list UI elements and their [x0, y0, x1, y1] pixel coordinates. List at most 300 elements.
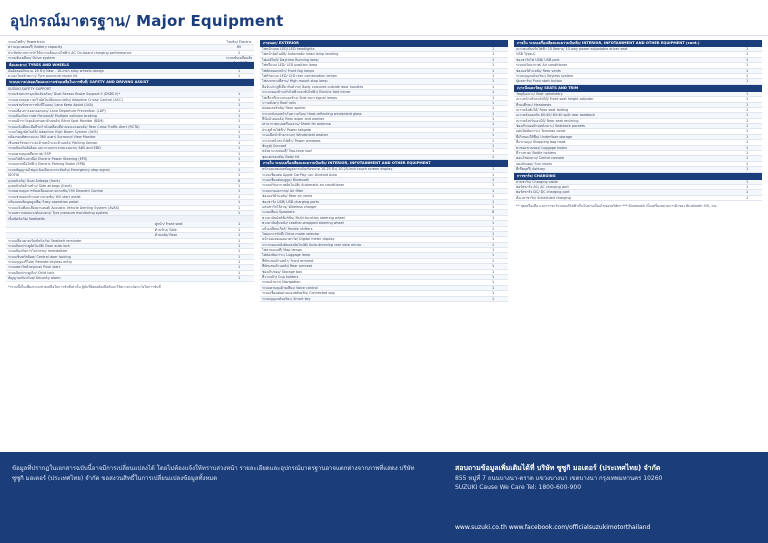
spec-value: 1	[492, 194, 495, 199]
spec-label: ระบบควบคุมความเร็วอัตโนมัติแบบแปรผัน/ Adaptive Cruise Control (ACC)	[8, 97, 123, 102]
spec-value: 1	[238, 260, 241, 265]
spec-sub	[663, 79, 732, 83]
spec-sub	[409, 47, 478, 51]
spec-sub	[409, 291, 478, 295]
spec-sub	[155, 51, 224, 55]
spec-sub	[663, 180, 732, 184]
spec-sub	[663, 146, 732, 150]
spec-sub	[663, 119, 732, 123]
spec-sub	[409, 221, 478, 225]
spec-label: แผ่นปิดสัมภาระ/ Tonneau cover	[516, 129, 566, 134]
spec-value: 1	[238, 124, 241, 129]
spec-value: 1	[492, 291, 495, 296]
spec-sub	[409, 117, 478, 121]
spec-label: เบาะหลังแยกพับ 60:40/ 60:40 split rear seatback	[516, 113, 596, 118]
footer-disclaimer: ข้อมูลที่ปรากฏในเอกสารฉบับนี้อาจมีการเปลี่ยนแปลงได้ โดยไม่ต้องแจ้งให้ทราบล่วงหน้า รายละเอียดและอุปกรณ์มาตรฐานอาจแตกต่างจากภาพที่แสดง บริษัท ซูซูกิ มอเตอร์ (ประเทศไทย) จำกัด ขอสงวนสิทธิ์ในการเปลี่ยนแปลงข้อมูลทั้งหมด	[12, 465, 415, 482]
spec-sub	[409, 183, 478, 187]
footer	[0, 452, 768, 543]
spec-value: 1	[238, 243, 241, 248]
spec-label: พอร์ตชาร์จ AC/ AC charging port	[516, 184, 569, 189]
spec-sub	[663, 92, 732, 96]
footnote: *ระบบนี้เป็นเพียงระบบช่วยเหลือในการขับขี่เท่านั้น ผู้ขับขี่ยังคงต้องมีสติและใช้ความระมัดระวังในการขับขี่	[8, 284, 161, 289]
spec-sub	[663, 58, 732, 62]
spec-value: 1	[238, 210, 241, 215]
spec-value: 1	[238, 233, 241, 238]
spec-label: ถุงลมนิรภัย/ Dual Airbags (front)	[8, 178, 61, 183]
spec-value: 1	[238, 167, 241, 172]
spec-sub	[663, 190, 732, 194]
page-title: อุปกรณ์มาตรฐาน/ Major Equipment	[10, 12, 284, 30]
spec-label: สปอยเลอร์หลัง/ Rear spoiler	[262, 106, 306, 111]
spec-sub	[155, 173, 224, 177]
spec-sub	[663, 167, 732, 171]
spec-sub	[409, 205, 478, 209]
spec-label: ระบบแจ้งเตือนเมื่อมีรถกำลังเคลื่อนที่ผ่านขณะถอยหลัง/ Rear Cross Traffic Alert (RCTA)	[8, 124, 140, 129]
spec-sub	[663, 135, 732, 139]
spec-sub	[155, 109, 224, 113]
spec-label: ระบบกุญแจอัจฉริยะ/ Keyless system	[516, 73, 574, 78]
spec-value: 1	[492, 296, 495, 301]
spec-value: 1	[492, 90, 495, 95]
section-header: ภายใน ระบบเครื่องเสียงและความบันเทิง/ INTERIOR, INFOTAINMENT AND OTHER EQUIPMENT (cont.)	[514, 40, 762, 47]
spec-sub	[663, 63, 732, 67]
spec-label: ไฟท้ายแบบ LED/ LED rear combination lamps	[262, 73, 337, 78]
spec-label: ระบบนำทาง/ Navigation	[262, 280, 301, 285]
spec-sub	[409, 178, 478, 182]
spec-label: ระบบเบรกมือไฟฟ้า/ Electric Parking Brake (EPB)	[8, 162, 86, 167]
spec-label: ระบบช่วยเบรกฉุกเฉินอัจฉริยะ/ Dual Sensor Brake Support II (DSBS II)*	[8, 92, 121, 97]
spec-label: ราวหลังคา/ Roof rails	[262, 100, 296, 105]
spec-label	[6, 222, 155, 226]
spec-sub: คู่หน้า/ Front seat	[154, 222, 183, 227]
spec-sub	[155, 114, 224, 118]
spec-value: 1	[238, 119, 241, 124]
spec-label: ตะขอแขวนของ/ Luggage hooks	[516, 145, 568, 150]
group-label: SUZUKI SAFETY SUPPORT	[6, 86, 254, 92]
spec-value: 1	[746, 179, 749, 184]
spec-sub	[409, 253, 478, 257]
spec-sub	[155, 244, 224, 248]
spec-value: 1	[492, 106, 495, 111]
spec-value: 1	[746, 151, 749, 156]
spec-label	[6, 233, 155, 237]
spec-label: ระบบไฟฟ้าเบรกมือ/ Electric Power Steering (EPS)	[8, 157, 88, 162]
spec-value: 1	[746, 107, 749, 112]
spec-label: ระบบช่วยรักษาการขับขี่ในเลน/ Lane Keep Assist (LKA)	[8, 103, 94, 108]
spec-sub	[155, 130, 224, 134]
spec-value: 1	[492, 52, 495, 57]
spec-sub	[409, 167, 478, 171]
spec-label: ระบบควบคุมเสถียรภาพ/ ESP	[8, 151, 51, 156]
spec-label: ถุงลมนิรภัยด้านข้าง/ Side airbags (front)	[8, 183, 72, 188]
spec-label: ระบบป้องกันล้อล็อค และระบบกระจายแรงเบรก/ ABS and EBD	[8, 146, 101, 151]
spec-value: 1	[492, 248, 495, 253]
column-3	[514, 40, 762, 448]
spec-label: ที่พักแขนด้านหน้า/ Front armrest	[262, 258, 314, 263]
spec-label: ที่พักแขนด้านหลัง/ Rear armrest	[262, 264, 313, 269]
spec-sub	[409, 248, 478, 252]
spec-sub	[155, 40, 224, 44]
spec-value: ไฮบริด/ Electric	[226, 40, 252, 44]
footer-contact	[455, 464, 755, 493]
spec-sub	[155, 255, 224, 259]
spec-label: ระบบเตือนคาดเข็มขัดนิรภัย/ Seatbelt reminder	[8, 238, 82, 243]
section-header: ระบบความปลอดภัยและความช่วยเหลือในการขับขี่/ SAFETY AND DRIVING ASSIST	[6, 79, 254, 86]
spec-label: เบาะคนขับปรับไฟฟ้า 10 ทิศทาง/ 10-way power adjustable driver seat	[516, 47, 628, 51]
spec-value: 1	[492, 79, 495, 84]
spec-label: ISOFIX	[8, 173, 20, 178]
spec-sub	[663, 103, 732, 107]
spec-value: 1	[492, 264, 495, 269]
spec-sub	[409, 106, 478, 110]
spec-sub	[155, 276, 224, 280]
spec-value: 1	[746, 167, 749, 172]
spec-sub	[409, 259, 478, 263]
spec-sub	[409, 122, 478, 126]
spec-value: 1	[238, 162, 241, 167]
spec-value: 1	[492, 149, 495, 154]
spec-sub	[409, 264, 478, 268]
spec-label: หน้าจอแสดงผลมาตรวัด/ Digital meter display	[262, 237, 335, 242]
spec-value: 1	[492, 172, 495, 177]
spec-value: 1	[238, 103, 241, 108]
spec-sub	[663, 162, 732, 166]
section-header: ภายใน ระบบเครื่องเสียงและความบันเทิง/ INTERIOR, INFOTAINMENT AND OTHER EQUIPMENT	[260, 160, 508, 167]
spec-value: 1	[746, 91, 749, 96]
spec-sub	[155, 195, 224, 199]
spec-value: 1	[492, 100, 495, 105]
spec-sub	[663, 74, 732, 78]
title-bar	[0, 0, 768, 36]
spec-sub	[409, 286, 478, 290]
spec-label: ไฟเบรกดวงที่สาม/ High mount stop lamp	[262, 79, 328, 84]
section-header: ล้อและยาง/ TYRES AND WHEELS	[6, 62, 254, 69]
spec-sub	[409, 96, 478, 100]
spec-sub	[155, 119, 224, 123]
spec-sub	[409, 216, 478, 220]
spec-label: กระจกหน้าต่างไฟฟ้า/ Power windows	[262, 138, 321, 143]
spec-value: 1	[238, 200, 241, 205]
spec-sub	[409, 58, 478, 62]
spec-sub	[155, 103, 224, 107]
spec-value: 1	[746, 124, 749, 129]
spec-sub	[409, 69, 478, 73]
spec-value: 1	[492, 95, 495, 100]
spec-label: เบาะหน้าปรับระดับได้/ Front seat height adjuster	[516, 97, 594, 102]
spec-sub	[409, 79, 478, 83]
spec-value: 1	[238, 205, 241, 210]
spec-value: 1	[746, 184, 749, 189]
spec-label: USB Type-C	[516, 52, 536, 57]
spec-value: 1	[492, 154, 495, 159]
spec-label: ระบบล็อกประตูเด็ก/ Child lock	[8, 270, 55, 275]
spec-label: ระบบป้องกันการสตาร์ทรถยนต์/ Multiple collision braking	[8, 113, 97, 118]
spec-label: ระบบฉีดน้ำล้างกระจก/ Windshield washer	[262, 133, 329, 138]
spec-sub	[155, 141, 224, 145]
spec-label	[6, 228, 155, 232]
spec-value: 1	[238, 135, 241, 140]
spec-label: ไฟเลี้ยวที่กระจกมองข้าง/ Side turn signal lamps	[262, 95, 338, 100]
spec-label: ระบบควบคุมด้วยเสียง/ Voice control	[262, 285, 318, 290]
spec-label: คอนโซลกลาง/ Centre console	[516, 156, 565, 161]
spec-value: 1	[238, 189, 241, 194]
spec-value: 1	[492, 84, 495, 89]
spec-value: 1	[492, 133, 495, 138]
spec-value: 1	[492, 226, 495, 231]
spec-label: ที่วางขวด/ Bottle holders	[516, 151, 557, 156]
spec-value: 1	[746, 190, 749, 195]
spec-sub	[663, 69, 732, 73]
spec-sub: ด้านหลัง/ Rear	[154, 233, 178, 238]
spec-label: ระบบเชื่อมต่อผ่านแอปพลิเคชัน/ Connected app	[262, 291, 335, 296]
section-header: เบาะนั่งและวัสดุ/ SEATS AND TRIM	[514, 85, 762, 92]
spec-value: 1	[238, 265, 241, 270]
spec-label: กระจกมองหลังตัดแสงอัตโนมัติ/ Auto-dimming rear view mirror	[262, 242, 362, 247]
spec-sub	[663, 124, 732, 128]
spec-value: 1	[746, 52, 749, 57]
spec-label: มือจับประตูสีเดียวกับตัวรถ/ Body coloured outside door handles	[262, 84, 364, 89]
spec-sub	[409, 200, 478, 204]
spec-value: 1	[238, 130, 241, 135]
spec-label: ระบบกุญแจรีโมท/ Remote keyless entry	[8, 260, 73, 265]
spec-value: 1	[492, 258, 495, 263]
spec-sub	[155, 265, 224, 269]
spec-sub	[155, 200, 224, 204]
spec-label: แผงบังแดด/ Sun visors	[516, 161, 552, 166]
spec-value: 1	[238, 173, 241, 178]
spec-label: ความจุแบตเตอรี่/ Battery capacity	[8, 45, 63, 50]
spec-label: ระบบไฟสูงอัตโนมัติ/ Adaptive High Beam System (AHS)	[8, 130, 99, 135]
spec-value: 1	[746, 134, 749, 139]
spec-label: ระบบกุญแจอัจฉริยะ/ Smart key	[262, 296, 311, 301]
spec-sub	[409, 63, 478, 67]
spec-value: 1	[492, 221, 495, 226]
footer-web[interactable]: www.suzuki.co.th www.facebook.com/officialsuzukimotorthailand	[455, 524, 651, 531]
spec-value: 1	[492, 183, 495, 188]
spec-label: ช่องชาร์จไฟ USB/ USB port	[516, 57, 560, 62]
spec-label: กล้องแบบติดมุมสูงเพื่อ/ Easy operation pedal	[8, 200, 79, 205]
spec-label: ปุ่มสตาร์ท/ Push start button	[516, 79, 563, 84]
spec-label: แท่นชาร์จไร้สาย/ Wireless charger	[262, 204, 317, 209]
spec-value: 1	[492, 237, 495, 242]
spec-value: 1	[492, 269, 495, 274]
spec-value: 1	[238, 238, 241, 243]
spec-value: 1	[492, 111, 495, 116]
spec-label: โหมดการขับขี่/ Drive mode selector	[262, 231, 320, 236]
footnote: ** ชุดเครื่องมือ และการชาร์จรถยนต์ไฟฟ้าเป็นไปตามเงื่อนไขของบริษัทฯ *** Bluetooth เป็นเครื่องหมายการค้าของ Bluetooth SIG, Inc.	[516, 204, 718, 209]
spec-value: 1	[492, 57, 495, 62]
spec-sub	[409, 232, 478, 236]
spec-value: 1	[746, 161, 749, 166]
spec-label: ล้ออัลลอยด์ขนาด 16 นิ้ว/ New - 16-inch alloy wheels design	[8, 68, 104, 73]
spec-value: 1	[492, 231, 495, 236]
spec-label: ระบบตรวจสอบแรงดันลมยาง/ Tyre pressure monitoring system	[8, 210, 108, 215]
spec-value: 1	[238, 183, 241, 188]
spec-value: 1	[746, 73, 749, 78]
spec-label: ไฟหน้าอัตโนมัติ/ Automatic head lamp leveling	[262, 52, 339, 57]
footer-callcenter: SUZUKI Cause We Care Tel: 1800-600-900	[455, 484, 582, 491]
spec-columns	[6, 40, 762, 448]
spec-sub	[409, 52, 478, 56]
spec-label: ระบบปรับอากาศอัตโนมัติ/ Automatic air conditioner	[262, 183, 345, 188]
spec-label: ที่วางแก้ว/ Cup holders	[262, 275, 299, 280]
spec-value: 1	[238, 227, 241, 232]
spec-sub	[663, 47, 732, 51]
spec-label: ระบบปรับอากาศ/ Air conditioner	[516, 63, 568, 68]
spec-label: ไฟเดย์ไลท์/ Daytime Running lamp	[262, 57, 319, 62]
spec-value: 1	[492, 117, 495, 122]
spec-label: ระบบล็อกประตูอัตโนมัติ/ Door auto lock	[8, 243, 70, 248]
spec-sub	[155, 157, 224, 161]
spec-sub	[409, 210, 478, 214]
spec-label: สายชาร์จ/ Charging cable	[516, 179, 558, 184]
spec-sub	[155, 179, 224, 183]
spec-sub	[663, 156, 732, 160]
spec-sub	[155, 92, 224, 96]
spec-value: 1	[492, 167, 495, 172]
spec-value: 2	[238, 50, 241, 55]
spec-sub	[663, 196, 732, 200]
spec-value: 1	[238, 270, 241, 275]
spec-value: 1	[492, 280, 495, 285]
spec-value: 1	[492, 199, 495, 204]
spec-value: 1	[492, 68, 495, 73]
spec-value: 1	[746, 113, 749, 118]
spec-value: 1	[492, 285, 495, 290]
spec-label: ระบบเชื่อมต่อบลูทูธ/ Bluetooth	[262, 177, 310, 182]
spec-sub	[663, 113, 732, 117]
spec-sub	[155, 249, 224, 253]
spec-label: กล้องรอบทิศทางแบบ 360 องศา/ Surround View Monitor	[8, 135, 96, 140]
spec-label: ตั้งเวลาชาร์จ/ Scheduled charging	[516, 195, 571, 200]
spec-label: ชุดแต่งรอบคัน/ Body kit	[262, 154, 300, 159]
spec-label: ประสิทธิภาพการทำให้ความเย็นแบบไฟฟ้า/ AC On-board charging performance	[8, 50, 132, 55]
spec-sub	[409, 243, 478, 247]
spec-sub	[663, 52, 732, 56]
spec-label: ไฟอ่านแผนที่/ Map lamps	[262, 248, 302, 253]
spec-value: 1	[746, 57, 749, 62]
spec-sub	[409, 155, 478, 159]
spec-value: 1	[238, 222, 241, 227]
spec-value: 1	[746, 118, 749, 123]
footer-address: 855 หมู่ที่ 7 ถนนบางนา-ตราด แขวงบางนา เขตบางนา กรุงเทพมหานคร 10260	[455, 474, 663, 482]
spec-label: หลังคาแบบสองสี/ Two-tone roof	[262, 149, 312, 154]
spec-value: 1	[238, 194, 241, 199]
spec-value: 1	[492, 138, 495, 143]
spec-sub	[663, 151, 732, 155]
spec-label: ระบบช่วยออกตัวบนทางลาดชัน/ Hill start assist	[8, 194, 81, 199]
spec-sub	[409, 128, 478, 132]
spec-label: ระบบไฟฟ้า/ Powertrain	[8, 40, 45, 44]
spec-label: ระบบแจ้งเตือนเสียงยานยนต์/ Acoustic Vehicle Alerting System (AVAS)	[8, 205, 120, 210]
spec-label: ช่องแอร์ด้านหลัง/ Rear vents	[516, 68, 561, 73]
spec-value: 1	[238, 249, 241, 254]
spec-sub	[155, 98, 224, 102]
spec-sub	[155, 125, 224, 129]
spec-value: 1	[492, 127, 495, 132]
spec-sub	[663, 97, 732, 101]
spec-value: 1	[238, 113, 241, 118]
spec-value: 1	[492, 47, 495, 51]
spec-sub	[409, 297, 478, 301]
spec-value: 1	[492, 275, 495, 280]
spec-value: 6	[238, 178, 241, 183]
spec-sub	[409, 173, 478, 177]
spec-label: ระบบควบคุมการขับเคลื่อนลงทางลาดชัน/ Hill Descent Control	[8, 189, 104, 194]
spec-label: พวงมาลัยมัลติฟังก์ชัน/ Multi-function steering wheel	[262, 215, 345, 220]
spec-sub	[409, 237, 478, 241]
spec-value: 1	[492, 122, 495, 127]
spec-value: 1	[492, 242, 495, 247]
spec-label: ซันรูฟ/ Sunroof	[262, 144, 287, 149]
spec-label: ระบบขับเคลื่อน/ Drive system	[8, 56, 55, 61]
spec-value: 1	[746, 79, 749, 84]
spec-label: เซ็นเซอร์ช่วยกะระยะด้านหน้าและด้านหลัง/ Parking Sensor	[8, 140, 98, 145]
spec-label: เบาะหลังพับได้/ Rear seat folding	[516, 107, 569, 112]
spec-label: วัสดุหุ้มเบาะ/ Seat upholstery	[516, 91, 563, 96]
spec-label: ยางอะไหล่ชั่วคราว/ Tyre puncture repair kit	[8, 73, 78, 78]
section-header: การชาร์จ/ CHARGING	[514, 173, 762, 180]
spec-label: ช่องเก็บของ/ Storage box	[262, 269, 303, 274]
spec-value: 1	[746, 97, 749, 102]
spec-label: ไฟตัดหมอกหน้า/ Front fog lamps	[262, 68, 315, 73]
spec-label: ระบบเสียง/ Speakers	[262, 210, 295, 215]
spec-sub	[409, 194, 478, 198]
column-2	[260, 40, 508, 448]
spec-value: 1	[238, 157, 241, 162]
spec-sub	[155, 162, 224, 166]
spec-sub	[155, 189, 224, 193]
spec-value: 1	[492, 188, 495, 193]
spec-label: สัญญาณกันขโมย/ Security alarm	[8, 276, 61, 281]
spec-sub	[409, 90, 478, 94]
spec-value: ระบบขับเคลื่อนล้อ	[225, 56, 253, 61]
spec-sub	[409, 139, 478, 143]
spec-value: 1	[746, 129, 749, 134]
spec-value: 1	[238, 151, 241, 156]
spec-value: 1	[492, 144, 495, 149]
spec-value: 6V	[236, 45, 242, 50]
spec-value: 1	[492, 204, 495, 209]
spec-sub	[155, 56, 224, 60]
spec-label: ช่องเก็บของด้านหลังเบาะ/ Seatback pockets	[516, 124, 585, 129]
spec-label: ระบบกรองอากาศ/ Air filter	[262, 188, 304, 193]
spec-value: 1	[238, 276, 241, 281]
spec-value: 1	[238, 97, 241, 102]
spec-value: 1	[746, 102, 749, 107]
spec-label: ระบบสตาร์ทด้วยปุ่มกด/ Push start	[8, 265, 61, 270]
spec-value: 1	[746, 63, 749, 68]
spec-sub	[155, 152, 224, 156]
spec-label: ระบบป้องกันการโจรกรรม/ Immobilizer	[8, 249, 68, 254]
spec-label: ประตูท้ายไฟฟ้า/ Power tailgate	[262, 127, 312, 132]
spec-sub	[409, 74, 478, 78]
spec-sub	[155, 211, 224, 215]
spec-label: ที่เขี่ยบุหรี่/ Ashtray	[516, 167, 546, 172]
spec-label: ที่แขวนถุง/ Shopping bag hook	[516, 140, 566, 145]
spec-value: 1	[238, 140, 241, 145]
spec-sub	[409, 275, 478, 279]
spec-value: 1	[746, 68, 749, 73]
spec-value: 1	[492, 73, 495, 78]
spec-value: 1	[746, 47, 749, 51]
spec-sub	[409, 227, 478, 231]
spec-label: ระบบสัญญาณไฟฉุกเฉินเมื่อเบรกกะทันหัน/ Emergency stop signal	[8, 167, 110, 172]
spec-label: ที่เก็บของใต้พื้น/ Underfloor storage	[516, 134, 573, 139]
spec-label: แป้นเปลี่ยนเกียร์/ Paddle shifters	[262, 226, 313, 231]
spec-label: ระบบเตือนการออกนอกเลน/ Lane Departure Prevention (LDP)	[8, 108, 106, 113]
spec-value: 1	[238, 108, 241, 113]
